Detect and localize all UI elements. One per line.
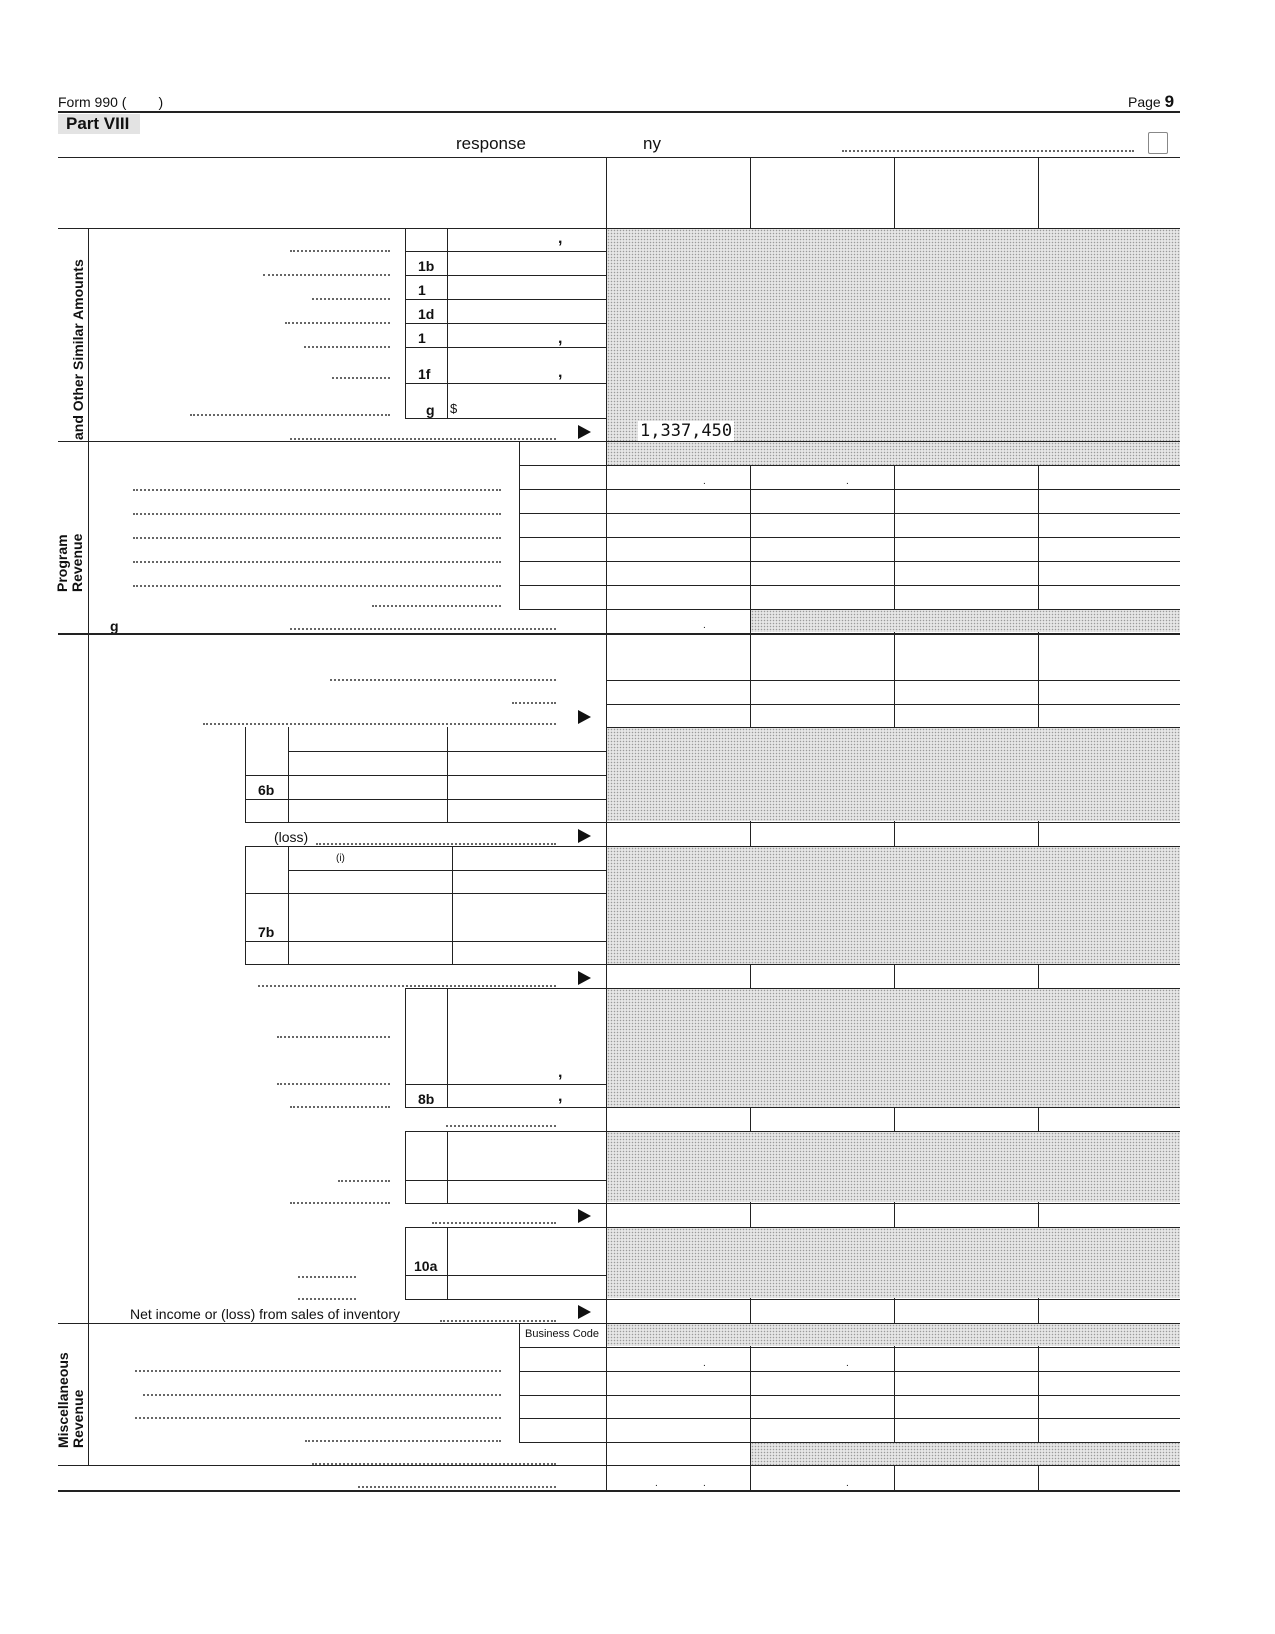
line11-row-e bbox=[519, 1442, 1180, 1443]
line10-row-2 bbox=[405, 1299, 1180, 1300]
shade-line9 bbox=[607, 1132, 1180, 1202]
tick-11a-1: . bbox=[703, 1358, 706, 1369]
line8-box-left bbox=[405, 988, 406, 1107]
leader-10a bbox=[298, 1276, 356, 1278]
line8-box-mid bbox=[447, 988, 448, 1107]
leader-6d bbox=[316, 843, 556, 845]
line2-row-e bbox=[519, 561, 1180, 562]
schedule-o-checkbox[interactable] bbox=[1148, 132, 1168, 154]
leader-11d bbox=[305, 1440, 501, 1442]
leader-2g bbox=[290, 628, 556, 630]
line7-row-4 bbox=[245, 964, 1180, 965]
side-divider-3 bbox=[88, 633, 89, 1323]
tick-2a-1: . bbox=[703, 476, 706, 487]
comma-1f: , bbox=[558, 364, 563, 381]
leader-11b bbox=[143, 1394, 501, 1396]
line2-row-d bbox=[519, 537, 1180, 538]
leader-5 bbox=[203, 723, 556, 725]
part-label: Part VIII bbox=[66, 114, 130, 133]
shade-line1 bbox=[607, 229, 1180, 441]
header-leader bbox=[842, 150, 1134, 152]
leader-1e bbox=[304, 346, 390, 348]
line7-box-left bbox=[245, 846, 246, 964]
form-label bbox=[58, 94, 163, 110]
line6-row-4 bbox=[245, 822, 1180, 823]
line11-row-a bbox=[519, 1347, 1180, 1348]
line10a-label: 10a bbox=[414, 1258, 438, 1274]
line9-box-left bbox=[405, 1131, 406, 1203]
arrow-line9c bbox=[578, 1209, 591, 1223]
line7-box-col bbox=[452, 846, 453, 964]
leader-10c bbox=[440, 1320, 556, 1322]
comma-8a: , bbox=[558, 1064, 563, 1081]
line10c-label: Net income or (loss) from sales of inventory bbox=[130, 1306, 400, 1322]
line11-row-d bbox=[519, 1418, 1180, 1419]
side-label-program-2: Revenue bbox=[69, 533, 85, 592]
line1-row-a bbox=[405, 251, 606, 252]
leader-11a bbox=[135, 1370, 501, 1372]
line1h-total-value: 1,337,450 bbox=[640, 421, 733, 441]
leader-9c bbox=[432, 1222, 556, 1224]
leader-2e bbox=[133, 585, 501, 587]
leader-8a2 bbox=[277, 1083, 390, 1085]
comma-1e: , bbox=[558, 330, 563, 347]
shade-line2g bbox=[751, 610, 1180, 632]
shade-line11d bbox=[751, 1442, 1180, 1465]
line2-row-a bbox=[519, 465, 1180, 466]
line2-row-c bbox=[519, 513, 1180, 514]
leader-1f bbox=[332, 377, 390, 379]
leader-9a bbox=[338, 1180, 390, 1182]
leader-2b bbox=[133, 513, 501, 515]
arrow-line7d bbox=[578, 971, 591, 985]
arrow-line1h bbox=[578, 425, 591, 439]
line8-row-2 bbox=[405, 1107, 1180, 1108]
arrow-line10c bbox=[578, 1305, 591, 1319]
line2-row-b bbox=[519, 489, 1180, 490]
side-divider-2 bbox=[88, 441, 89, 633]
line3-row bbox=[606, 680, 1180, 681]
line1-row-d bbox=[405, 323, 606, 324]
leader-1d bbox=[285, 322, 390, 324]
line1c-label: 1 bbox=[418, 282, 426, 298]
line7-col-i: (i) bbox=[336, 853, 345, 864]
leader-7d bbox=[258, 985, 556, 987]
leader-8c bbox=[446, 1125, 556, 1127]
fragment-response: response bbox=[456, 134, 526, 153]
line10-box-mid bbox=[447, 1227, 448, 1299]
business-code-col-11 bbox=[519, 1323, 520, 1442]
tick-12-2: . bbox=[703, 1478, 706, 1489]
shade-line10 bbox=[607, 1228, 1180, 1298]
shade-line7 bbox=[607, 847, 1180, 964]
leader-1c bbox=[312, 298, 390, 300]
leader-8a bbox=[277, 1036, 390, 1038]
side-label-misc-1: Miscellaneous bbox=[55, 1352, 71, 1448]
fragment-ny: ny bbox=[643, 134, 661, 153]
leader-9b bbox=[290, 1202, 390, 1204]
leader-2c bbox=[133, 537, 501, 539]
tick-2g: . bbox=[703, 620, 706, 631]
line6-row-2 bbox=[245, 775, 606, 776]
section2-bottom bbox=[58, 633, 1180, 635]
line2-row-g bbox=[519, 609, 1180, 610]
leader-1a bbox=[290, 250, 390, 252]
page-number: 9 bbox=[1164, 92, 1175, 111]
business-code-col-2 bbox=[519, 441, 520, 609]
line1g-label: g bbox=[426, 402, 435, 418]
line10-box-left bbox=[405, 1227, 406, 1299]
line7-row-1 bbox=[288, 870, 606, 871]
line1-row-g bbox=[405, 418, 606, 419]
line7-row-2 bbox=[245, 893, 606, 894]
line9-box-mid bbox=[447, 1131, 448, 1203]
line11-row-c bbox=[519, 1395, 1180, 1396]
line1-row-e bbox=[405, 347, 606, 348]
line8-row-1 bbox=[405, 1084, 606, 1085]
line9-row-1 bbox=[405, 1180, 606, 1181]
leader-2d bbox=[133, 561, 501, 563]
leader-8b bbox=[290, 1106, 390, 1108]
comma-8b: , bbox=[558, 1088, 563, 1105]
line11-row-b bbox=[519, 1371, 1180, 1372]
leader-1g bbox=[190, 414, 390, 416]
tick-12-3: . bbox=[846, 1478, 849, 1489]
shade-line2-top bbox=[607, 442, 1180, 465]
side-label-misc-2: Revenue bbox=[70, 1389, 86, 1448]
line1-row-c bbox=[405, 299, 606, 300]
line7-row-3 bbox=[245, 941, 606, 942]
form-year-close: ) bbox=[158, 94, 164, 110]
comma-1a: , bbox=[558, 230, 563, 247]
shade-line8 bbox=[607, 989, 1180, 1107]
line1b-label: 1b bbox=[418, 258, 435, 274]
leader-1h bbox=[290, 438, 556, 440]
section4-bottom bbox=[58, 1465, 1180, 1466]
line6b-label: 6b bbox=[258, 782, 275, 798]
line1-row-b bbox=[405, 275, 606, 276]
line6d-loss-label: (loss) bbox=[274, 829, 309, 845]
line1e-label: 1 bbox=[418, 330, 426, 346]
tick-12-1: . bbox=[655, 1478, 658, 1489]
line7b-label: 7b bbox=[258, 924, 275, 940]
line1-row-f bbox=[405, 383, 606, 384]
line6-row-3 bbox=[245, 799, 606, 800]
leader-11c bbox=[135, 1417, 501, 1419]
page-label bbox=[1128, 92, 1174, 112]
business-code-header: Business Code bbox=[525, 1328, 599, 1340]
line2g-label: g bbox=[110, 618, 119, 634]
line7-box-mid bbox=[288, 846, 289, 964]
line2-row-f bbox=[519, 585, 1180, 586]
line1g-dollar: $ bbox=[450, 401, 458, 416]
side-label-contributions: and Other Similar Amounts bbox=[70, 259, 86, 440]
leader-12 bbox=[358, 1486, 556, 1488]
side-label-program-1: Program bbox=[54, 534, 70, 592]
header-bottom-rule bbox=[58, 157, 1180, 158]
line6-row-1 bbox=[288, 751, 606, 752]
leader-4 bbox=[512, 702, 556, 704]
tick-2a-2: . bbox=[846, 476, 849, 487]
line8b-label: 8b bbox=[418, 1091, 435, 1107]
line9-row-2 bbox=[405, 1203, 1180, 1204]
leader-2a bbox=[133, 489, 501, 491]
page-word: Page bbox=[1128, 94, 1161, 110]
form-number: Form 990 ( bbox=[58, 94, 127, 110]
arrow-line6d bbox=[578, 829, 591, 843]
header-rule bbox=[58, 111, 1180, 113]
line10-row-1 bbox=[405, 1275, 606, 1276]
line1f-label: 1f bbox=[418, 366, 431, 382]
side-divider-4 bbox=[88, 1323, 89, 1465]
side-divider-1 bbox=[88, 228, 89, 442]
shade-line6 bbox=[607, 728, 1180, 821]
shade-line11-top bbox=[607, 1324, 1180, 1346]
leader-3 bbox=[330, 679, 556, 681]
tick-11a-2: . bbox=[846, 1358, 849, 1369]
line4-row bbox=[606, 704, 1180, 705]
leader-10b bbox=[298, 1298, 356, 1300]
page-bottom-rule bbox=[58, 1490, 1180, 1492]
leader-1b bbox=[263, 274, 390, 276]
line1d-label: 1d bbox=[418, 306, 435, 322]
leader-2f bbox=[372, 605, 501, 607]
arrow-line5 bbox=[578, 710, 591, 724]
